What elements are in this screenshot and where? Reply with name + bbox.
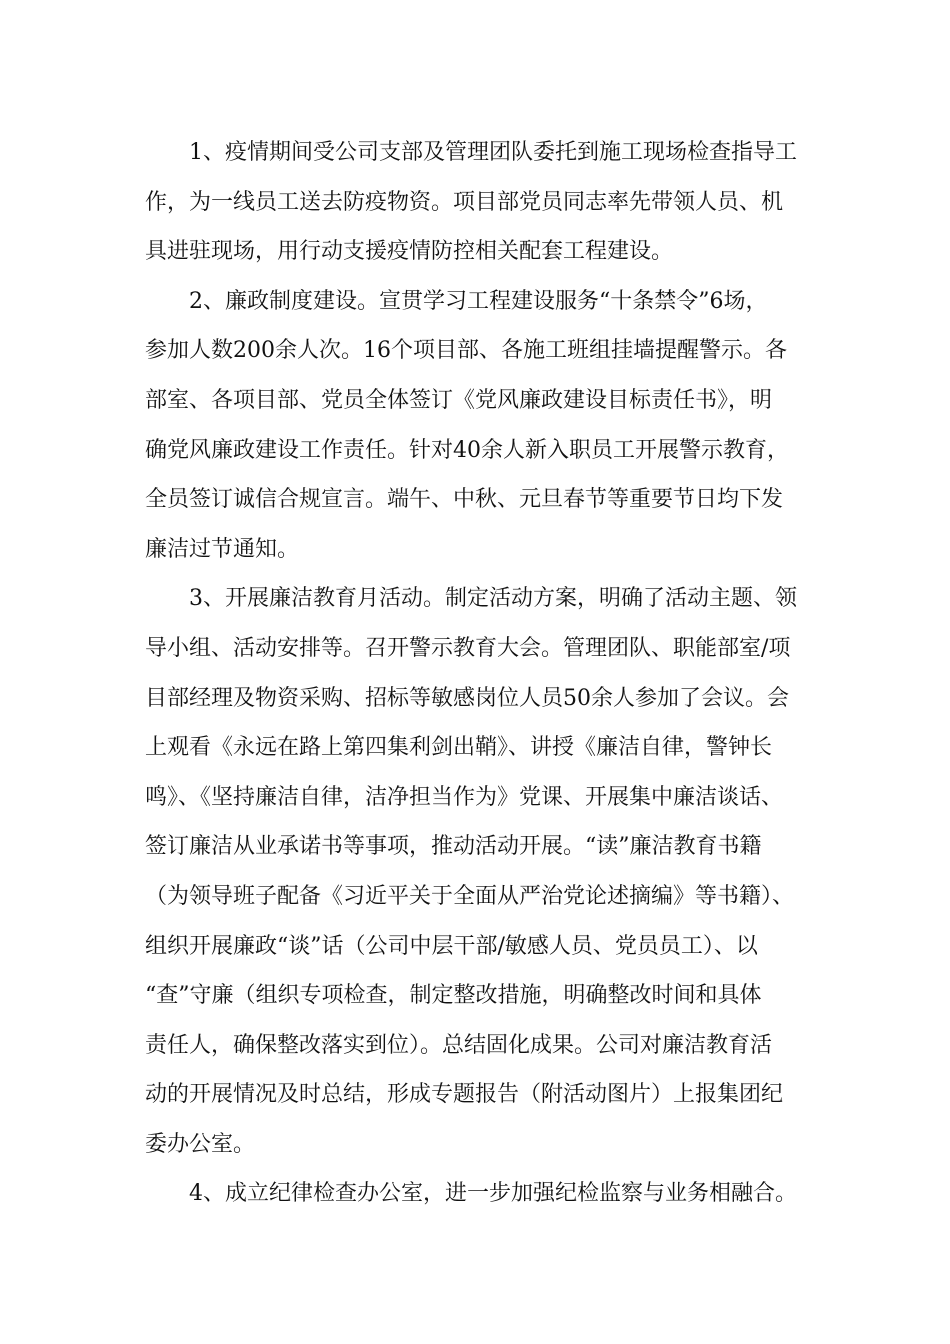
text-line: 部室、各项目部、党员全体签订《党风廉政建设目标责任书》，明 [145, 387, 773, 413]
text-line: 2、廉政制度建设。宣贯学习工程建设服务“十条禁令”6场， [189, 288, 768, 314]
text-line: 鸣》、《坚持廉洁自律，洁净担当作为》党课、开展集中廉洁谈话、 [145, 784, 784, 810]
text-line: 目部经理及物资采购、招标等敏感岗位人员50余人参加了会议。会 [145, 685, 789, 711]
paragraph-4 [145, 1169, 815, 1219]
text-line: 4、成立纪律检查办公室，进一步加强纪检监察与业务相融合。 [189, 1181, 797, 1207]
text-line: 具进驻现场，用行动支援疫情防控相关配套工程建设。 [145, 239, 674, 265]
document-body [145, 128, 815, 1219]
text-line: 导小组、活动安排等。召开警示教育大会。管理团队、职能部室/项 [145, 635, 791, 661]
text-line: 责任人，确保整改落实到位）。总结固化成果。公司对廉洁教育活 [145, 1032, 773, 1058]
text-line: 签订廉洁从业承诺书等事项，推动活动开展。“读”廉洁教育书籍 [145, 834, 762, 860]
text-line: 组织开展廉政“谈”话（公司中层干部/敏感人员、党员员工）、以 [145, 933, 758, 959]
text-line: 3、开展廉洁教育月活动。制定活动方案，明确了活动主题、领 [189, 586, 797, 612]
text-line: 确党风廉政建设工作责任。针对40余人新入职员工开展警示教育， [145, 437, 789, 463]
text-line: 1、疫情期间受公司支部及管理团队委托到施工现场检查指导工 [189, 140, 797, 165]
text-line: 委办公室。 [145, 1131, 256, 1157]
paragraph-3 [145, 574, 815, 1169]
text-line: （为领导班子配备《习近平关于全面从严治党论述摘编》等书籍）、 [145, 883, 795, 909]
text-line: 参加人数200余人次。16个项目部、各施工班组挂墙提醒警示。各 [145, 338, 787, 364]
text-line: 动的开展情况及时总结，形成专题报告（附活动图片）上报集团纪 [145, 1082, 784, 1108]
paragraph-1 [145, 128, 815, 277]
text-line: 作，为一线员工送去防疫物资。项目部党员同志率先带领人员、机 [145, 189, 784, 215]
text-line: 上观看《永远在路上第四集利剑出鞘》、讲授《廉洁自律，警钟长 [145, 735, 773, 761]
paragraph-2 [145, 277, 815, 575]
text-line: 全员签订诚信合规宣言。端午、中秋、元旦春节等重要节日均下发 [145, 487, 784, 513]
text-line: “查”守廉（组织专项检查，制定整改措施，明确整改时间和具体 [145, 983, 762, 1009]
text-line: 廉洁过节通知。 [145, 536, 300, 562]
